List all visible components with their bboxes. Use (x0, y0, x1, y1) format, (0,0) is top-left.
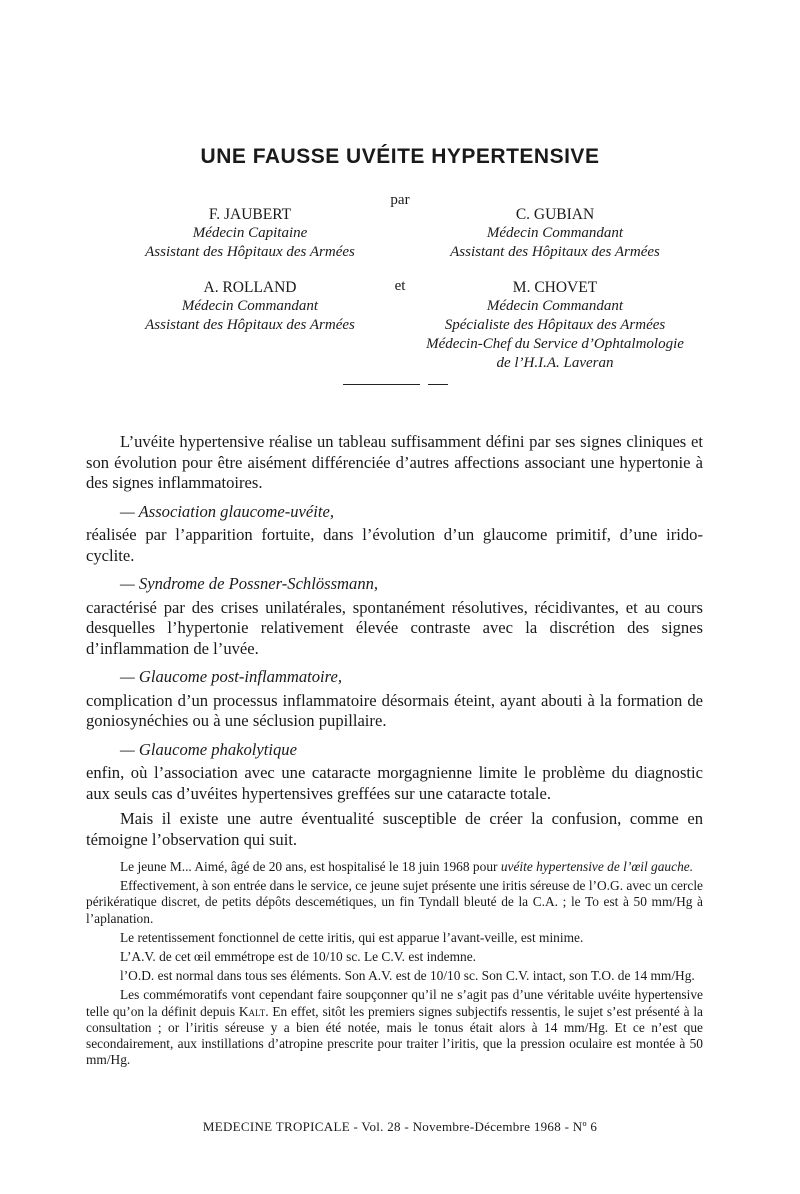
form-heading: — Syndrome de Possner-Schlössmann, (120, 574, 379, 593)
author-role: Médecin Commandant (486, 298, 624, 314)
intro-paragraph: L’uvéite hypertensive réalise un tableau suffisamment défini par ses signes cliniques et son évolution pour être aisément différenciée d’autres affections associant une hypertonie à des signes inflammatoires. (86, 432, 703, 492)
observation-text: Les commémoratifs vont cependant faire soupçonner qu’il ne s’agit pas d’une véritable uvéite hypertensive telle qu’on la définit depuis (86, 987, 703, 1019)
and-word: et (394, 278, 406, 294)
separator-rule (343, 384, 420, 385)
author-role: Médecin Commandant (181, 298, 319, 314)
author-role: Spécialiste des Hôpitaux des Armées (444, 317, 666, 333)
observation-paragraph: l’O.D. est normal dans tous ses éléments. Son A.V. est de 10/10 sc. Son C.V. intact, son T.O. de 14 mm/Hg. (120, 968, 695, 984)
author-name: M. CHOVET (512, 279, 598, 296)
author-role: Médecin Commandant (486, 225, 624, 241)
observation-paragraph (86, 859, 703, 875)
diagnosis-text: uvéite hypertensive de l’œil gauche. (500, 859, 694, 874)
author-rolland (100, 278, 400, 335)
author-name: F. JAUBERT (208, 206, 292, 223)
journal-footer: MEDECINE TROPICALE - Vol. 28 - Novembre-Décembre 1968 - Nº 6 (202, 1119, 598, 1134)
transition-paragraph: Mais il existe une autre éventualité susceptible de créer la confusion, comme en témoigne l’observation qui suit. (86, 809, 703, 849)
case-observation (86, 859, 703, 1071)
author-gubian (405, 205, 705, 262)
observation-paragraph: Le retentissement fonctionnel de cette iritis, qui est apparue l’avant-veille, est minime. (120, 929, 584, 945)
form-text: réalisée par l’apparition fortuite, dans l’évolution d’un glaucome primitif, d’une irido-cyclite. (86, 525, 703, 565)
author-jaubert (100, 205, 400, 262)
form-heading: — Glaucome post-inflammatoire, (120, 667, 342, 686)
author-role: Assistant des Hôpitaux des Armées (450, 244, 660, 260)
author-role: Assistant des Hôpitaux des Armées (145, 244, 355, 260)
article-body (86, 432, 703, 850)
cited-author-name: Kalt (238, 1003, 266, 1019)
form-text: complication d’un processus inflammatoire désormais éteint, ayant abouti à la formation de goniosynéchies ou à une séclusion pupillaire. (86, 690, 703, 730)
form-text: enfin, où l’association avec une cataracte morgagnienne limite le problème du diagnostic aux seuls cas d’uvéites hypertensives greffées sur une cataracte totale. (86, 763, 703, 803)
by-word: par (390, 192, 410, 208)
form-heading: — Glaucome phakolytique (120, 739, 297, 759)
author-name: C. GUBIAN (515, 206, 595, 223)
author-chovet (405, 278, 705, 373)
author-role: Médecin-Chef du Service d’Ophtalmologie (426, 336, 684, 352)
form-text: caractérisé par des crises unilatérales, spontanément résolutives, récidivantes, et au cours desquelles l’hypertonie relativement élevée contraste avec la discrétion des signes d’inflammation de l’uvée. (86, 597, 703, 658)
observation-text: . En effet, sitôt les premiers signes subjectifs ressentis, le sujet s’est présenté à la consultation ; or l’iritis séreuse y a bien été notée, mais le tonus était alors à 14 mm/Hg. Et ce n’est que secondairement, aux instillations d’atropine prescrite pour traiter l’iritis, que la pression oculaire est montée à 50 mm/Hg. (86, 1003, 703, 1068)
author-role: Assistant des Hôpitaux des Armées (145, 317, 355, 333)
author-name: A. ROLLAND (203, 279, 297, 296)
observation-paragraph: L’A.V. de cet œil emmétrope est de 10/10 sc. Le C.V. est indemne. (120, 949, 477, 965)
form-heading: — Association glaucome-uvéite, (120, 501, 334, 521)
author-role: Médecin Capitaine (192, 225, 308, 241)
author-role: de l’H.I.A. Laveran (496, 355, 614, 371)
separator-rule-short (428, 384, 448, 385)
observation-paragraph: Effectivement, à son entrée dans le service, ce jeune sujet présente une iritis séreuse de l’O.G. avec un cercle périkératique discret, de petits dépôts descemétiques, un fin Tyndall bleuté de la C.A. ; le To est à 50 mm/Hg à l’aplanation. (86, 878, 703, 926)
observation-paragraph (86, 987, 703, 1068)
observation-text: Le jeune M... Aimé, âgé de 20 ans, est hospitalisé le 18 juin 1968 pour (120, 859, 501, 874)
article-title: UNE FAUSSE UVÉITE HYPERTENSIVE (200, 145, 600, 168)
